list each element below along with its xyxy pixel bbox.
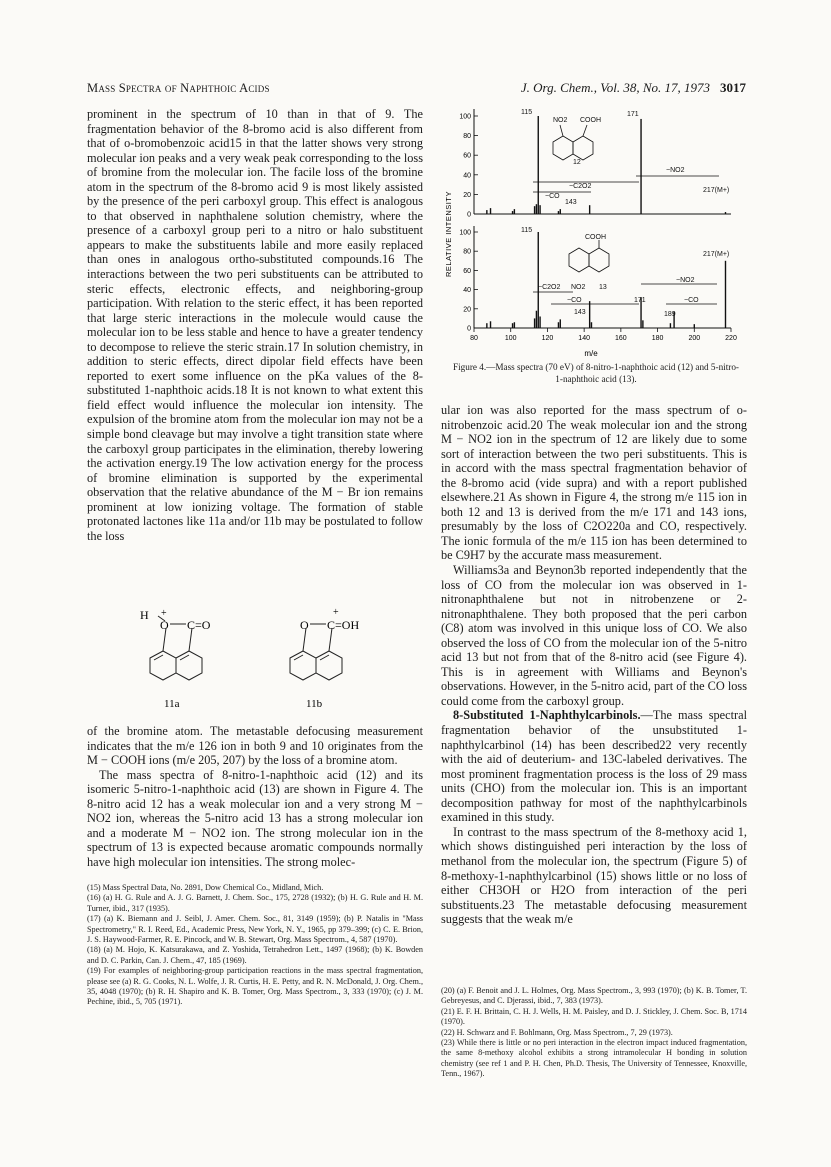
y-tick-label: 40 xyxy=(463,172,471,180)
right-paragraph-1: ular ion was also reported for the mass spectrum of o-nitrobenzoic acid.20 The weak molecular ion and the strong M − NO2 ion in the spectrum of 12 are likely due to some sort of interaction between the two peri substituents. This is in accord with the mass spectral fragmentation behavior of the 8-bromo acid (vide supra) and with a report published elsewhere.21 As shown in Figure 4, the strong m/e 115 ion in both 12 and 13 is derived from the m/e 171 and 143 ions, presumably by the loss of C2O220a and CO, respectively. The ionic formula of the m/e 115 ion has been determined to be C9H7 by the accurate mass measurement. xyxy=(441,403,747,563)
footnote-18: (18) (a) M. Hojo, K. Katsurakawa, and Z. Yoshida, Tetrahedron Lett., 1497 (1968); (b) K. Bowden and D. C. Parkin, Can. J. Chem., 47, 185 (1969). xyxy=(87,945,423,965)
y-ticks-top xyxy=(459,114,478,219)
bottom-peak-143: 143 xyxy=(574,309,586,316)
x-tick-label: 100 xyxy=(504,335,517,342)
top-peak-115: 115 xyxy=(521,109,533,116)
bottom-peak-171: 171 xyxy=(634,297,646,304)
bottom-peak-189: 189 xyxy=(664,311,676,318)
y-tick-label: 60 xyxy=(463,152,471,160)
top-loss-c2o2: −C2O2 xyxy=(569,183,592,190)
journal-citation: J. Org. Chem., Vol. 38, No. 17, 1973 xyxy=(520,80,710,95)
y-ticks-bottom xyxy=(459,230,478,333)
label-11a: 11a xyxy=(164,698,180,710)
left-column-continued xyxy=(87,724,423,869)
footnote-20: (20) (a) F. Benoit and J. L. Holmes, Org. Mass Spectrom., 3, 993 (1970); (b) K. B. Tomer, T. Gebreyesus, and C. Djerassi, ibid., 7, 383 (1973). xyxy=(441,986,747,1006)
y-tick-label: 20 xyxy=(463,306,471,314)
x-tick-label: 200 xyxy=(688,335,701,342)
left-column xyxy=(87,107,423,543)
x-tick-label: 220 xyxy=(725,335,737,342)
y-tick-label: 60 xyxy=(463,267,471,275)
footnote-16: (16) (a) H. G. Rule and A. J. G. Barnett, J. Chem. Soc., 175, 2728 (1932); (b) H. G. Rule and H. M. Turner, ibid., 317 (1935). xyxy=(87,893,423,913)
y-tick-label: 20 xyxy=(463,191,471,199)
left-paragraph-2: of the bromine atom. The metastable defocusing measurement indicates that the m/e 126 ion in both 9 and 10 originates from the M − COOH ions (m/e 205, 207) by the loss of a bromine atom. xyxy=(87,724,423,768)
right-paragraph-2: Williams3a and Beynon3b reported independently that the loss of CO from the molecular ion was observed in 1-nitronaphthalene but not in nitrobenzene or 2-nitronaphthalene. They both proposed that the peri carbon (C8) atom was involved in this unique loss of CO. We also observed the loss of CO from the molecular ion of the 5-nitro acid 13 but not from that of the 8-nitro acid (see Figure 4). This is in agreement with Williams and Beynon's observations. However, in the 5-nitro acid, part of the CO loss could come from the carboxyl group. xyxy=(441,563,747,708)
structure-11b xyxy=(290,624,342,680)
atom-o-a: O xyxy=(160,618,169,632)
bottom-compound-13: 13 xyxy=(599,284,607,291)
bottom-structure-13 xyxy=(533,240,717,304)
top-cooh: COOH xyxy=(580,117,601,124)
lactone-structures xyxy=(130,606,400,710)
bottom-molecular-ion: 217(M+) xyxy=(703,251,730,258)
top-structure-12 xyxy=(533,125,719,192)
y-axis-label: RELATIVE INTENSITY xyxy=(444,191,453,277)
top-molecular-ion: 217(M+) xyxy=(703,187,730,194)
x-tick-label: 180 xyxy=(651,335,664,342)
right-paragraph-3 xyxy=(441,708,747,824)
bottom-cooh: COOH xyxy=(585,234,606,241)
section-heading: 8-Substituted 1-Naphthylcarbinols. xyxy=(453,708,641,723)
y-tick-label: 0 xyxy=(467,211,471,219)
group-a: C=O xyxy=(187,618,211,632)
footnote-17: (17) (a) K. Biemann and J. Seibl, J. Amer. Chem. Soc., 81, 3149 (1959); (b) P. Natalis in "Mass Spectrometry," R. I. Reed, Ed., Academic Press, New York, N. Y., 1965, pp 379–399; (c) C. E. Brion, J. S. Haywood-Farmer, R. E. Pincock, and W. B. Stewart, Org. Mass Spectrom., 4, 587 (1970). xyxy=(87,914,423,945)
charge-b: + xyxy=(333,607,339,618)
y-tick-label: 40 xyxy=(463,287,471,295)
x-axis-label: m/e xyxy=(584,349,598,358)
y-tick-label: 100 xyxy=(459,113,471,121)
footnote-23: (23) While there is little or no peri interaction in the electron impact induced fragmentation, the same 8-methoxy alcohol exhibits a strong intramolecular H bonding in solution chemistry (see ref 1 and P. H. Chen, Ph.D. Thesis, The University of Tennessee, Knoxville, Tenn., 1967). xyxy=(441,1038,747,1079)
left-paragraph-1: prominent in the spectrum of 10 than in that of 9. The fragmentation behavior of the 8-bromo acid is also different from that of o-bromobenzoic acid15 in that the latter shows very strong molecular ion peaks and a very weak peak corresponding to the loss of bromine from the molecular ion. The facile loss of the bromine atom in the spectrum of the 8-bromo acid 9 is most likely assisted by the presence of the peri carboxyl group. This effect is analogous to that observed in naphthalene solution chemistry, where the presence of a carboxyl group peri to a nitro or halo substituent appears to make the substituents labile and more easily replaced than ones in analogous ortho-substituted compounds.16 The interactions between the two peri substituents can be attributed to steric effects, electronic effects, and neighboring-group participation. With relation to the steric effect, it has been reported that large steric interactions in the molecule would cause the molecular ion to be less stable and hence to have a greater tendency to decompose to relieve the steric strain.17 In solution chemistry, in addition to steric effects, direct dipolar field effects have been reported to exert some influence on the pKa values of the 8-substituted 1-naphthoic acids.18 It is not known to what extent this field effect would influence the molecular ion intensity. The expulsion of the bromine atom from the molecular ion may not be a simple bond cleavage but may involve a tight transition state where the carboxyl group participates in the elimination, thereby lowering the activation energy.19 The low activation energy for the process of bromine elimination is supported by the experimental observation that the relative abundance of the M − Br ion remains prominent at low ionizing voltage. The formation of stable protonated lactones like 11a and/or 11b may be postulated to follow the loss xyxy=(87,107,423,543)
figure-4-mass-spectra xyxy=(441,104,751,364)
left-paragraph-3: The mass spectra of 8-nitro-1-naphthoic acid (12) and its isomeric 5-nitro-1-naphthoic acid (13) are shown in Figure 4. The 8-nitro acid 12 has a weak molecular ion and a very strong M − NO2 ion, whereas the 5-nitro acid 13 has a strong molecular ion and a moderate M − NO2 ion. The strong molecular ion in the spectrum of 13 is expected because aromatic compounds normally have high molecular ion intensities. The strong molec- xyxy=(87,767,423,869)
group-b: C=OH xyxy=(327,618,360,632)
bottom-loss-co-1: −CO xyxy=(567,297,582,304)
footnote-22: (22) H. Schwarz and F. Bohlmann, Org. Mass Spectrom., 7, 29 (1973). xyxy=(441,1027,673,1037)
right-column xyxy=(441,403,747,927)
right-paragraph-3-text: —The mass spectral fragmentation behavior of the unsubstituted 1-naphthylcarbinol (14) has been described22 very recently with the aid of deuterium- and 13C-labeled derivatives. The most prominent fragmentation process is the loss of 29 mass units (CHO) from the molecular ion. This is an important decomposition pathway for most of the naphthylcarbinols examined in this study. xyxy=(441,708,747,825)
page-number: 3017 xyxy=(720,80,746,95)
x-tick-label: 120 xyxy=(541,335,554,342)
y-tick-label: 100 xyxy=(459,229,471,237)
x-tick-label: 140 xyxy=(578,335,590,342)
x-tick-label: 80 xyxy=(470,335,478,342)
x-ticks xyxy=(470,328,737,342)
label-11b: 11b xyxy=(306,698,323,710)
top-loss-no2: −NO2 xyxy=(666,167,685,174)
top-peak-171: 171 xyxy=(627,111,639,118)
top-compound-12: 12 xyxy=(573,159,581,166)
bottom-peak-115: 115 xyxy=(521,227,533,234)
atom-o-b: O xyxy=(300,618,309,632)
running-title: Mass Spectra of Naphthoic Acids xyxy=(87,81,270,95)
footnotes-left xyxy=(87,883,423,1008)
y-tick-label: 0 xyxy=(467,325,471,333)
bottom-loss-co-2: −CO xyxy=(684,297,699,304)
footnotes-right xyxy=(441,986,747,1080)
figure-caption: Figure 4.—Mass spectra (70 eV) of 8-nitro-1-naphthoic acid (12) and 5-nitro-1-naphthoic acid (13). xyxy=(452,362,739,384)
footnote-19: (19) For examples of neighboring-group participation reactions in the mass spectral fragmentation, please see (a) R. G. Cooks, N. L. Wolfe, J. R. Curtis, H. E. Petty, and R. N. McDonald, J. Org. Chem., 35, 4048 (1970); (b) R. H. Shapiro and K. B. Tomer, Org. Mass Spectrom., 3, 333 (1970); (c) J. M. Pechine, ibid., 5, 705 (1971). xyxy=(87,966,423,1007)
top-annotations xyxy=(521,109,729,206)
y-tick-label: 80 xyxy=(463,133,471,141)
top-peak-143: 143 xyxy=(565,199,577,206)
footnote-15: (15) Mass Spectral Data, No. 2891, Dow Chemical Co., Midland, Mich. xyxy=(87,883,324,892)
right-paragraph-4: In contrast to the mass spectrum of the 8-methoxy acid 1, which shows distinguished peri interaction by the loss of methanol from the molecular ion, the spectrum (Figure 5) of 8-methoxy-1-naphthylcarbinol (15) shows little or no loss of either CH3OH or H2O from interaction of the peri substituents.23 The metastable defocusing measurement suggests that the weak m/e xyxy=(441,824,747,927)
bottom-no2: NO2 xyxy=(571,284,586,291)
x-tick-label: 160 xyxy=(615,335,627,342)
journal-header xyxy=(481,80,746,96)
charge-a: + xyxy=(161,608,167,619)
y-tick-label: 80 xyxy=(463,248,471,256)
top-no2: NO2 xyxy=(553,117,568,124)
footnote-21: (21) E. F. H. Brittain, C. H. J. Wells, H. M. Paisley, and D. J. Stickley, J. Chem. Soc. B, 1714 (1970). xyxy=(441,1006,747,1027)
bars-top xyxy=(487,116,726,214)
bottom-loss-no2: −NO2 xyxy=(676,277,695,284)
top-loss-co: −CO xyxy=(545,193,560,200)
bottom-loss-c2o2: −C2O2 xyxy=(538,284,561,291)
atom-h: H xyxy=(140,608,149,622)
